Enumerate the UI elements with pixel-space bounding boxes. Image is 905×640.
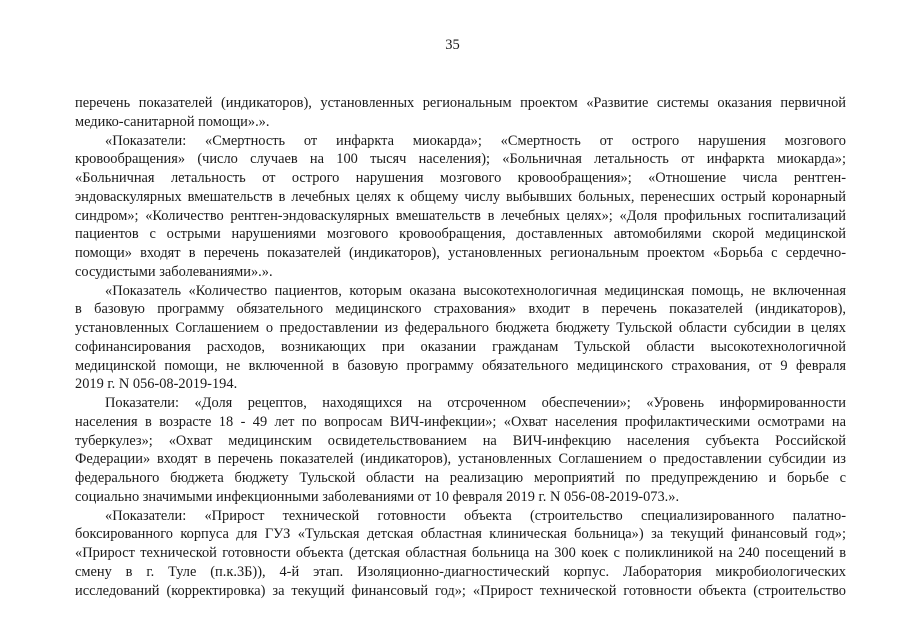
text-line: помощи» входят в перечень показателей (индикаторов), установленных региональным проектом «Борьба с сердечно- [75, 245, 846, 261]
text-line: Показатели: «Доля рецептов, находящихся на отсроченном обеспечении»; «Уровень информированности [105, 395, 846, 411]
text-line: эндоваскулярных вмешательств в лечебных целях к общему числу выбывших больных, перенесших острый коронарный [75, 188, 846, 205]
text-line: медико-санитарной помощи».». [75, 113, 270, 130]
text-line: в базовую программу обязательного медицинского страхования» входит в перечень показателей (индикаторов), [75, 301, 846, 318]
text-line: населения в возрасте 18 - 49 лет по вопросам ВИЧ-инфекции»; «Охват населения профилактическими осмотрами на [75, 413, 846, 430]
text-line: боксированного корпуса для ГУЗ «Тульская детская областная клиническая больница») за текущий финансовый год»; [75, 526, 846, 543]
text-line: туберкулез»; «Охват медицинским освидетельствованием на ВИЧ-инфекцию населения субъекта Российской [75, 432, 846, 449]
text-line: перечень показателей (индикаторов), установленных региональным проектом «Развитие системы оказания первичной [75, 95, 846, 111]
body-text [75, 94, 846, 600]
text-line: «Показатели: «Прирост технической готовности объекта (строительство специализированного палатно- [105, 507, 846, 524]
paragraph-1 [75, 94, 846, 132]
text-line: исследований (корректировка) за текущий финансовый год»; «Прирост технической готовности объекта (строительство [75, 582, 846, 599]
text-line: «Больничная летальность от острого нарушения мозгового кровообращения»; «Отношение числа рентген- [75, 170, 846, 186]
text-line: смену в г. Туле (п.к.3Б)), 4-й этап. Изоляционно-диагностический корпус. Лаборатория микробиологических [75, 563, 846, 580]
paragraph-2 [75, 132, 846, 282]
text-line: 2019 г. N 056-08-2019-194. [75, 376, 238, 393]
text-line: социально значимыми инфекционными заболеваниями от 10 февраля 2019 г. N 056-08-2019-073.». [75, 488, 680, 505]
text-line: синдром»; «Количество рентген-эндоваскулярных вмешательств в лечебных целях»; «Доля профильных госпитализаций [75, 207, 846, 224]
text-line: «Прирост технической готовности объекта (детская областная больница на 300 коек с поликлиникой на 240 посещений в [75, 545, 846, 561]
text-line: пациентов с острыми нарушениями мозгового кровообращения, доставленных автомобилями скорой медицинской [75, 226, 846, 243]
text-line: Федерации» входят в перечень показателей (индикаторов), установленных Соглашением о предоставлении субсидии из [75, 451, 846, 468]
paragraph-5 [75, 507, 846, 601]
paragraph-3 [75, 282, 846, 395]
text-line: сосудистыми заболеваниями».». [75, 263, 273, 280]
text-line: «Показатели: «Смертность от инфаркта миокарда»; «Смертность от острого нарушения мозгового [105, 132, 846, 149]
paragraph-4 [75, 394, 846, 507]
text-line: «Показатель «Количество пациентов, которым оказана высокотехнологичная медицинская помощь, не включенная [105, 282, 846, 299]
text-line: установленных Соглашением о предоставлении из федерального бюджета бюджету Тульской области субсидии в целях [75, 320, 846, 336]
page-number: 35 [445, 37, 460, 53]
text-line: софинансирования расходов, возникающих при оказании гражданам Тульской области высокотехнологичной [75, 338, 846, 355]
text-line: кровообращения» (число случаев на 100 тысяч населения); «Больничная летальность от инфаркта миокарда»; [75, 151, 846, 168]
text-line: федерального бюджета бюджету Тульской области на реализацию мероприятий по предупреждению и борьбе с [75, 470, 846, 486]
text-line: медицинской помощи, не включенной в базовую программу обязательного медицинского страхования, от 9 февраля [75, 357, 846, 374]
